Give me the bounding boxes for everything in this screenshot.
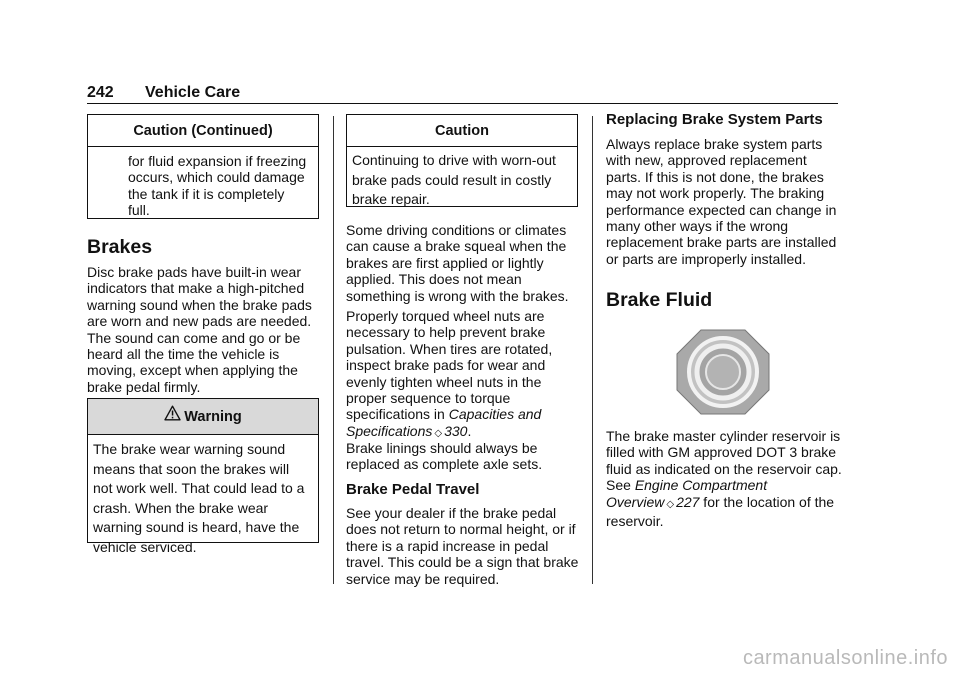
warning-box (87, 398, 319, 555)
brake-fluid-heading: Brake Fluid (606, 289, 713, 311)
replacing-parts-heading: Replacing Brake System Parts (606, 111, 823, 128)
caution-box (346, 114, 578, 207)
page-ref-330[interactable]: 330 (444, 422, 468, 439)
caution-continued-box (87, 114, 319, 219)
column-divider-2 (592, 116, 593, 584)
warning-title-text: Warning (184, 409, 242, 425)
wheel-nuts-text: Properly torqued wheel nuts are necessary to help prevent brake pulsation. When tires are rotated, inspect brake pads for wear and evenly tighten wheel nuts in the proper sequence to torque specifications in (346, 308, 553, 423)
page-ref-227[interactable]: 227 (676, 493, 700, 510)
warning-title (88, 399, 318, 435)
caution-body: Continuing to drive with worn-out brake pads could result in costly brake repair. (352, 152, 556, 208)
warning-body: The brake wear warning sound means that soon the brakes will not work well. That could lead to a crash. When the brake wear warning sound is heard, have the vehicle serviced. (93, 441, 305, 555)
brakes-heading: Brakes (87, 236, 153, 258)
caution-title: Caution (347, 115, 577, 147)
engine-compartment-overview-link[interactable]: Engine Compartment Overview (606, 477, 768, 510)
brake-fluid-paragraph (606, 428, 842, 529)
caution-continued-title: Caution (Continued) (88, 115, 318, 147)
replacing-parts-paragraph: Always replace brake system parts with new, approved replacement parts. If this is not done, the brakes may not work properly. The braking performance expected can change in many other ways if the wrong replacement brake parts are installed or parts are improperly installed. (606, 136, 837, 267)
brake-fluid-text-end: for the location of the reservoir. (606, 493, 835, 530)
wheel-nuts-end: . (467, 422, 472, 439)
page-number: 242 (87, 84, 114, 101)
page-ref-arrow-icon: ◇ (434, 427, 443, 439)
brake-linings-paragraph: Brake linings should always be replaced as complete axle sets. (346, 440, 543, 473)
brakes-paragraph: Disc brake pads have built-in wear indicators that make a high-pitched warning sound when the brake pads are worn and new pads are needed. The sound can come and go or be heard all the time the vehicle is moving, except when applying the brake pedal firmly. (87, 264, 312, 395)
capacities-specifications-link[interactable]: Capacities and Specifications (346, 406, 542, 439)
warning-triangle-icon (164, 399, 181, 435)
header-rule (87, 103, 838, 104)
brake-pedal-travel-heading: Brake Pedal Travel (346, 481, 480, 498)
column-divider-1 (333, 116, 334, 584)
caution-continued-body: for fluid expansion if freezing occurs, which could damage the tank if it is completely full. (128, 153, 307, 219)
wheel-nuts-paragraph (346, 308, 584, 442)
section-title: Vehicle Care (145, 84, 241, 101)
brake-fluid-cap-icon (671, 327, 775, 417)
brake-fluid-text: The brake master cylinder reservoir is filled with GM approved DOT 3 brake fluid as indicated on the reservoir cap. See (606, 428, 842, 494)
page-header (87, 84, 240, 102)
brake-squeal-paragraph: Some driving conditions or climates can cause a brake squeal when the brakes are first applied or lightly applied. This does not mean something is wrong with the brakes. (346, 222, 569, 304)
watermark: carmanualsonline.info (742, 647, 948, 669)
brake-pedal-travel-paragraph: See your dealer if the brake pedal does not return to normal height, or if there is a rapid increase in pedal travel. This could be a sign that brake service may be required. (346, 505, 579, 587)
page-ref-arrow-icon: ◇ (666, 498, 675, 510)
